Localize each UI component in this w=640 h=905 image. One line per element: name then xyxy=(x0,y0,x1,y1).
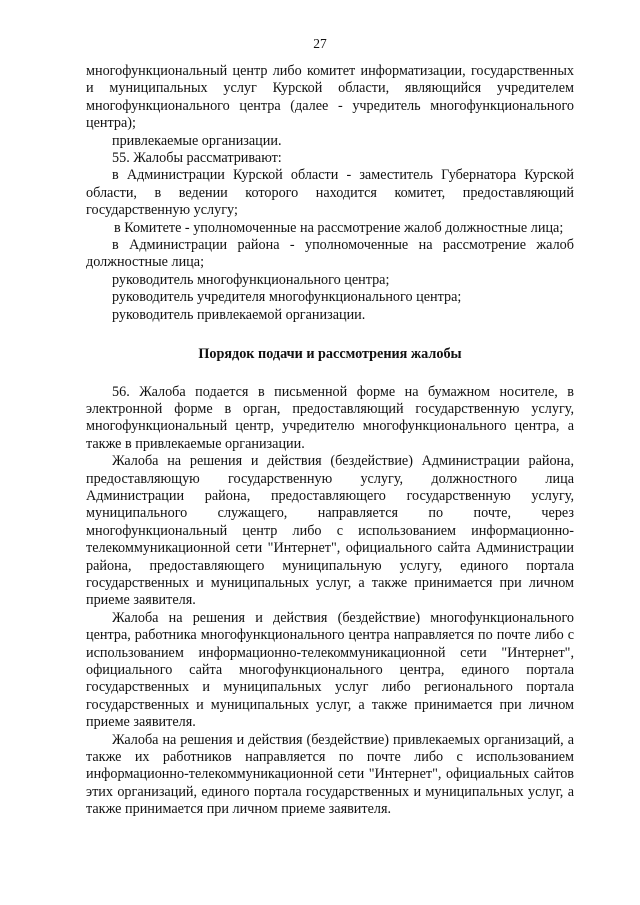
paragraph: 56. Жалоба подается в письменной форме на бумажном носителе, в электронной форме в орган, предоставляющий государственную услугу, многофункциональный центр, учредителю многофункционального центра, а также в привлекаемые организации. xyxy=(86,383,574,452)
paragraph: Жалоба на решения и действия (бездействие) привлекаемых организаций, а также их работников направляется по почте либо с использованием информационно-телекоммуникационной сети "Интернет", официальных сайтов этих организаций, единого портала государственных и муниципальных услуг, а также принимается при личном приеме заявителя. xyxy=(86,731,574,818)
paragraph: привлекаемые организации. xyxy=(112,132,282,149)
paragraph: руководитель многофункционального центра; xyxy=(112,271,390,288)
paragraph: в Администрации Курской области - заместитель Губернатора Курской области, в ведении которого находится комитет, предоставляющий государственную услугу; xyxy=(86,167,574,219)
paragraph: руководитель учредителя многофункционального центра; xyxy=(112,289,462,306)
paragraph: 55. Жалобы рассматривают: xyxy=(112,150,282,167)
paragraph: Жалоба на решения и действия (бездействие) Администрации района, предоставляющую государственную услугу, должностного лица Администрации района, предоставляющего государственную услугу, муниципального служащего, направляется по почте, через многофункциональный центр либо с использованием информационно-телекоммуникационной сети "Интернет", официального сайта Администрации района, предоставляющего муниципальную услугу, единого портала государственных и муниципальных услуг, а также принимается при личном приеме заявителя. xyxy=(86,453,574,609)
document-body xyxy=(86,63,574,819)
paragraph: многофункциональный центр либо комитет информатизации, государственных и муниципальных услуг Курской области, являющийся учредителем многофункционального центра (далее - учредитель многофункционального центра); xyxy=(86,63,574,132)
paragraph: в Администрации района - уполномоченные на рассмотрение жалоб должностные лица; xyxy=(86,237,574,271)
paragraph: Жалоба на решения и действия (бездействие) многофункционального центра, работника многофункционального центра направляется по почте либо с использованием информационно-телекоммуникационной сети "Интернет", официального сайта многофункционального центра, единого портала государственных и муниципальных услуг либо регионального портала государственных и муниципальных услуг, а также принимается при личном приеме заявителя. xyxy=(86,609,574,731)
paragraph: в Комитете - уполномоченные на рассмотрение жалоб должностные лица; xyxy=(114,219,564,236)
paragraph: руководитель привлекаемой организации. xyxy=(112,306,366,323)
page-number: 27 xyxy=(313,36,327,51)
section-heading: Порядок подачи и рассмотрения жалобы xyxy=(198,346,462,363)
